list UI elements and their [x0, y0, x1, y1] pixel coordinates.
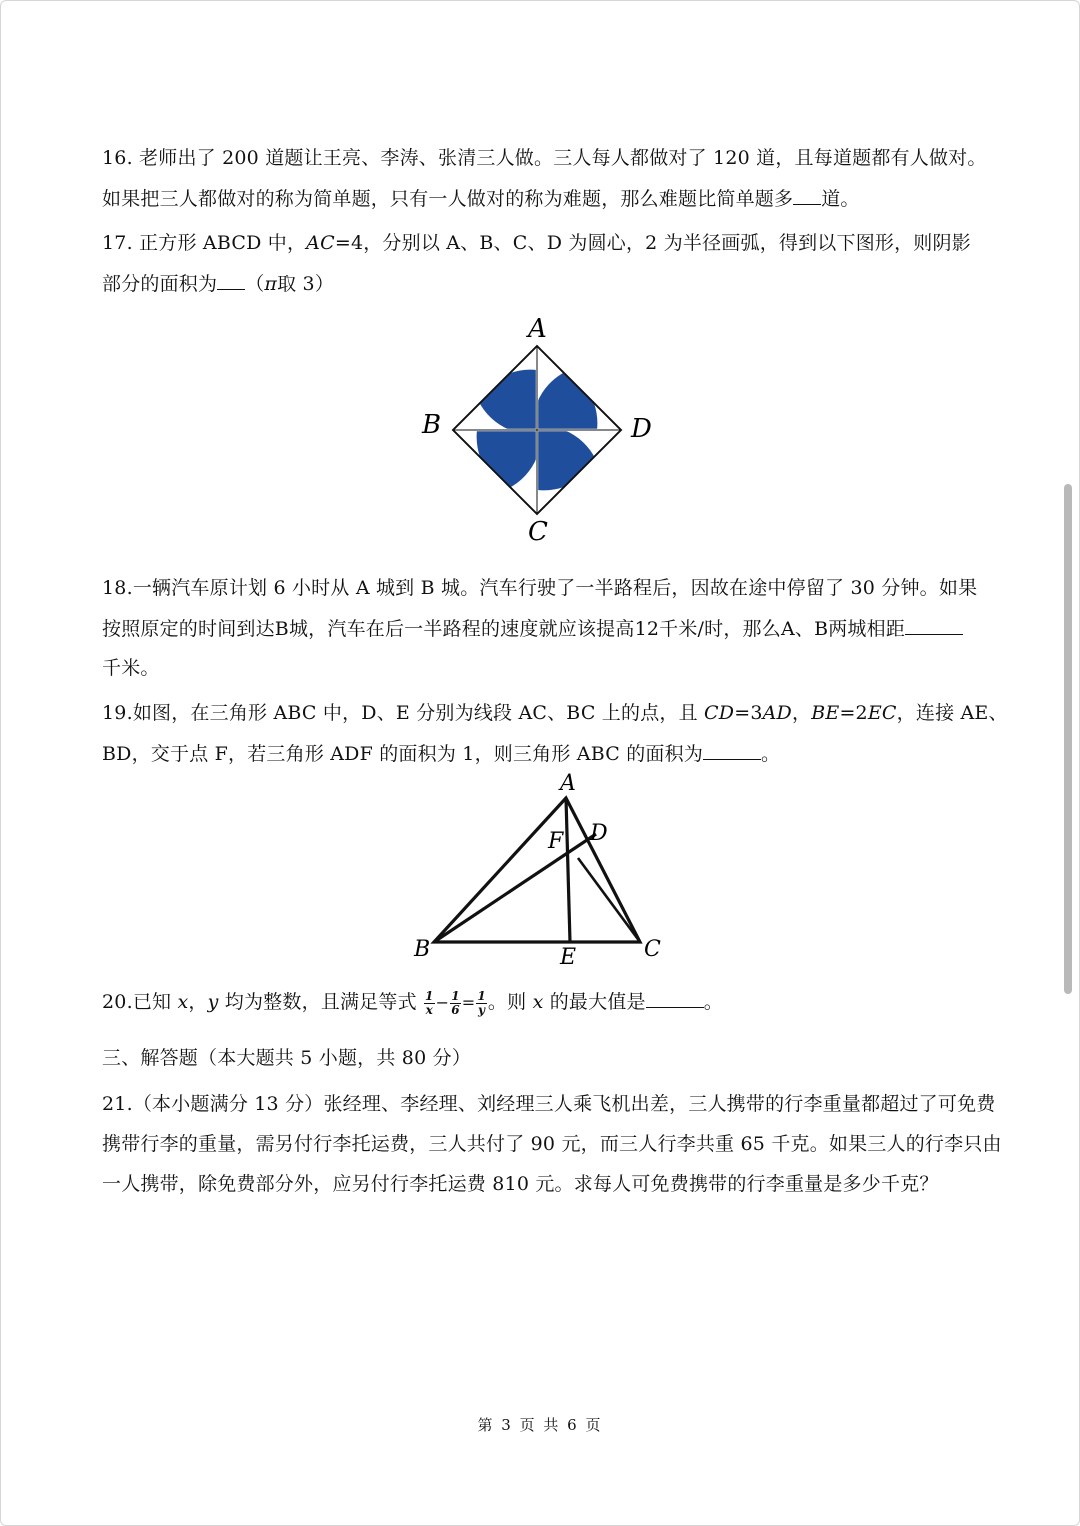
q20-comma: ， [188, 991, 208, 1013]
frac3-num: 1 [477, 988, 486, 1003]
fraction-1-over-y [476, 990, 487, 1017]
q17-text-d: 取 3） [277, 273, 335, 295]
q19-line-1 [102, 701, 1008, 725]
q20-text-b: 均为整数，且满足等式 [218, 991, 424, 1013]
q20-var-x: x [177, 991, 189, 1013]
q16-text: 如果把三人都做对的称为简单题，只有一人做对的称为难题，那么难题比简单题多 [102, 188, 794, 210]
q16-answer-blank [793, 186, 821, 205]
label-a: A [528, 314, 547, 344]
q21-line-1: 21.（本小题满分 13 分）张经理、李经理、刘经理三人乘飞机出差，三人携带的行李重量都超过了可免费 [102, 1093, 996, 1115]
fraction-1-over-6 [450, 990, 461, 1017]
q20-text-d: 的最大值是 [543, 991, 646, 1013]
q18-answer-blank [905, 616, 963, 635]
label-b: B [422, 410, 442, 440]
q19-var-cd: CD [704, 702, 735, 724]
label-c: C [644, 937, 661, 962]
q20-var-y: y [207, 991, 219, 1013]
frac2-num: 1 [451, 988, 460, 1003]
segment-bd [434, 834, 596, 942]
segment-ae [566, 798, 570, 942]
q17-text-c: 部分的面积为 [102, 273, 218, 295]
q17-line-1 [102, 231, 982, 255]
frac2-den: 6 [451, 1002, 460, 1017]
q19-var-be: BE [811, 702, 840, 724]
q18-line-1: 18.一辆汽车原计划 6 小时从 A 城到 B 城。汽车行驶了一半路程后，因故在途中停留了 30 分钟。如果 [102, 577, 978, 599]
q16-text-end: 道。 [821, 188, 860, 210]
q17-text-a: 17. 正方形 ABCD 中， [102, 232, 307, 254]
q19-text-b: ，连接 AE、 [896, 702, 1008, 724]
q18-line-3: 千米。 [102, 657, 160, 679]
q18-line-2 [102, 616, 982, 641]
q19-eq2: =2 [839, 702, 868, 724]
label-c: C [528, 517, 548, 547]
scrollbar-thumb[interactable] [1064, 484, 1072, 994]
q17-paren: （ [245, 273, 265, 295]
equals-sign: = [461, 993, 476, 1012]
q16-line-2 [102, 186, 982, 211]
figure-19-triangle [410, 768, 670, 968]
label-b: B [414, 937, 431, 962]
figure-17-square-arcs [418, 306, 668, 551]
q21-line-2: 携带行李的重量，需另付行李托运费，三人共付了 90 元，而三人行李共重 65 千克。如果三人的行李只由 [102, 1133, 1002, 1155]
label-d: D [590, 821, 608, 846]
q19-text-c: BD，交于点 F，若三角形 ADF 的面积为 1，则三角形 ABC 的面积为 [102, 743, 704, 765]
q20-var-x2: x [532, 991, 544, 1013]
label-a: A [560, 771, 576, 796]
q19-end: 。 [761, 743, 781, 765]
q19-sep: ， [792, 702, 812, 724]
frac3-den: y [478, 1002, 486, 1017]
minus-sign: − [435, 993, 450, 1012]
q19-eq1: =3 [734, 702, 763, 724]
frac1-den: x [425, 1002, 433, 1017]
label-e: E [560, 945, 577, 968]
fraction-1-over-x [424, 990, 435, 1017]
segment-de [578, 858, 640, 942]
q19-var-ec: EC [867, 702, 897, 724]
q17-answer-blank [217, 271, 245, 290]
q17-text-b: =4，分别以 A、B、C、D 为圆心，2 为半径画弧，得到以下图形，则阴影 [334, 232, 971, 254]
q21-line-3: 一人携带，除免费部分外，应另付行李托运费 810 元。求每人可免费携带的行李重量是多少千克？ [102, 1173, 939, 1195]
q20-text-a: 20.已知 [102, 991, 178, 1013]
q20-text-c: 。则 [487, 991, 533, 1013]
q19-text-a: 19.如图，在三角形 ABC 中，D、E 分别为线段 AC、BC 上的点，且 [102, 702, 705, 724]
q19-var-ad: AD [762, 702, 792, 724]
q18-text: 按照原定的时间到达B城，汽车在后一半路程的速度就应该提高12千米/时，那么A、B两城相距 [102, 618, 906, 640]
q20-answer-blank [646, 989, 704, 1008]
q17-pi: π [264, 273, 278, 295]
label-f: F [548, 829, 564, 854]
page-footer: 第 3 页 共 6 页 [477, 1416, 603, 1434]
frac1-num: 1 [425, 988, 434, 1003]
q17-line-2 [102, 271, 982, 296]
q16-line-1: 16. 老师出了 200 道题让王亮、李涛、张清三人做。三人每人都做对了 120 道，且每道题都有人做对。 [102, 147, 987, 169]
q19-line-2 [102, 741, 982, 766]
q20-end: 。 [703, 991, 723, 1013]
q19-answer-blank [703, 741, 761, 760]
section-3-heading: 三、解答题（本大题共 5 小题，共 80 分） [102, 1047, 472, 1069]
q17-var-ac: AC [306, 232, 335, 254]
q20-line [102, 988, 982, 1022]
label-d: D [631, 414, 652, 444]
